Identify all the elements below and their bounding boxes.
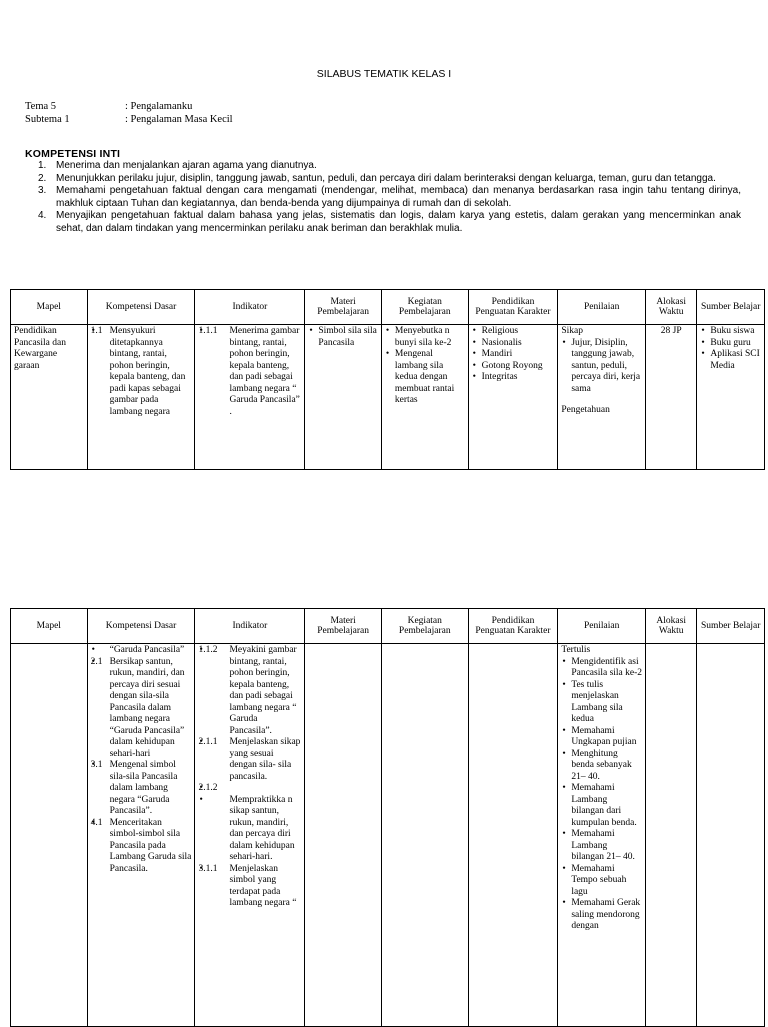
- sumber-item: • Buku siswa: [700, 326, 761, 338]
- penilaian-item: • Memahami Lambang bilangan 21– 40.: [561, 829, 642, 864]
- table-row: [11, 644, 765, 1027]
- penilaian-heading: Tertulis: [561, 645, 591, 655]
- subtema-label: Subtema 1: [25, 114, 70, 125]
- ki-item-number: 3.: [38, 185, 47, 196]
- col-kompetensi-dasar: Kompetensi Dasar: [87, 609, 195, 644]
- col-ppk: Pendidikan Penguatan Karakter: [468, 609, 558, 644]
- penilaian-item: • Jujur, Disiplin, tanggung jawab, santun, peduli, percaya diri, kerja sama: [561, 338, 642, 396]
- indikator-item: [198, 864, 301, 910]
- ki-item-text: Menunjukkan perilaku jujur, disiplin, tanggung jawab, santun, peduli, dan percaya diri dalam berinteraksi dengan keluarga, teman, guru dan tetangga.: [56, 172, 716, 184]
- cell-ppk: [468, 644, 558, 1027]
- col-alokasi: Alokasi Waktu: [646, 290, 697, 325]
- ki-item-text: Menyajikan pengetahuan faktual dalam bahasa yang jelas, sistematis dan logis, dalam karya yang estetis, dalam gerakan yang mencerminkan anak sehat, dan dalam tindakan yang mencerminkan perilaku anak beriman dan berakhlak mulia.: [56, 210, 741, 234]
- indikator-item: [198, 326, 301, 418]
- cell-kompetensi-dasar: [87, 325, 195, 470]
- tema-value: : Pengalamanku: [125, 101, 193, 112]
- syllabus-table-1: [10, 289, 765, 470]
- indikator-item: [198, 795, 301, 864]
- kd-text: Bersikap santun, rukun, mandiri, dan percaya diri sesuai dengan sila-sila Pancasila dalam lambang negara “Garuda Pancasila” dalam kehidupan sehari-hari: [109, 656, 185, 759]
- ki-item: [38, 160, 741, 173]
- kompetensi-inti-heading: KOMPETENSI INTI: [25, 148, 121, 160]
- penilaian-item: • Memahami Ungkapan pujian: [561, 726, 642, 749]
- penilaian-item: • Memahami Gerak saling mendorong dengan: [561, 898, 642, 933]
- kd-text: Mengenal simbol sila-sila Pancasila dalam lambang negara “Garuda Pancasila”.: [109, 760, 178, 816]
- materi-item: • Simbol sila sila Pancasila: [308, 326, 378, 349]
- penilaian-item: • Mengidentifik asi Pancasila sila ke-2: [561, 657, 642, 680]
- kd-text: Menceritakan simbol-simbol sila Pancasila pada Lambang Garuda sila Pancasila.: [109, 817, 192, 874]
- indikator-number: • 2.1.2: [198, 783, 218, 793]
- col-kegiatan: Kegiatan Pembelajaran: [381, 609, 468, 644]
- penilaian-item: • Tes tulis menjelaskan Lambang sila kedua: [561, 680, 642, 726]
- ki-item-number: 2.: [38, 172, 47, 184]
- col-kegiatan: Kegiatan Pembelajaran: [381, 290, 468, 325]
- table-header-row: [11, 290, 765, 325]
- cell-kegiatan: [381, 644, 468, 1027]
- indikator-text: Mempraktikka n sikap santun, rukun, mandiri, dan percaya diri dalam kehidupan sehari-hari.: [229, 794, 295, 862]
- kd-item: [91, 818, 192, 876]
- ppk-item: • Nasionalis: [472, 338, 555, 350]
- indikator-item: [198, 645, 301, 737]
- ki-item-number: 1.: [38, 160, 47, 171]
- cell-sumber: [697, 644, 765, 1027]
- col-kompetensi-dasar: Kompetensi Dasar: [87, 290, 195, 325]
- penilaian-subheading: Pengetahuan: [561, 405, 610, 415]
- penilaian-item: • Memahami Tempo sebuah lagu: [561, 864, 642, 899]
- penilaian-item: • Memahami Lambang bilangan dari kumpulan benda.: [561, 783, 642, 829]
- col-sumber: Sumber Belajar: [697, 609, 765, 644]
- subtema-row: [25, 114, 233, 125]
- kd-item: [91, 326, 192, 418]
- ki-item: [38, 210, 741, 235]
- indikator-text: Menjelaskan sikap yang sesuai dengan sila- sila pancasila.: [229, 737, 301, 782]
- cell-kompetensi-dasar: [87, 644, 195, 1027]
- kd-number: • 4.1: [90, 817, 103, 828]
- cell-materi: [305, 325, 382, 470]
- indikator-text: Meyakini gambar bintang, rantai, pohon beringin, kepala banteng, dan padi sebagai lambang negara “ Garuda Pancasila”.: [229, 645, 297, 736]
- tema-row: [25, 101, 192, 112]
- ppk-item: • Gotong Royong: [472, 361, 555, 373]
- kegiatan-item: • Menyebutka n bunyi sila ke-2: [385, 326, 465, 349]
- kd-item: [91, 645, 192, 657]
- subtema-value: : Pengalaman Masa Kecil: [125, 114, 233, 125]
- col-mapel: Mapel: [11, 290, 88, 325]
- document-title: SILABUS TEMATIK KELAS I: [316, 68, 452, 80]
- cell-alokasi: 28 JP: [646, 325, 697, 470]
- col-materi: Materi Pembelajaran: [305, 290, 382, 325]
- col-sumber: Sumber Belajar: [697, 290, 765, 325]
- sumber-item: • Buku guru: [700, 338, 761, 350]
- indikator-number: • 2.1.1: [198, 737, 218, 747]
- kd-item: [91, 657, 192, 761]
- cell-indikator: [195, 325, 305, 470]
- ki-item-text: Memahami pengetahuan faktual dengan cara mengamati (mendengar, melihat, membaca) dan menanya berdasarkan rasa ingin tahu tentang dirinya, makhluk ciptaan Tuhan dan kegiatannya, dan benda-benda yang dijumpainya di rumah dan di sekolah.: [56, 185, 741, 209]
- kd-number: • 3.1: [90, 760, 103, 770]
- col-mapel: Mapel: [11, 609, 88, 644]
- cell-penilaian: [558, 325, 646, 470]
- kd-text: Mensyukuri ditetapkannya bintang, rantai, pohon beringin, kepala banteng, dan padi kapas sebagai gambar pada lambang negara: [109, 326, 186, 417]
- indikator-text: Menjelaskan simbol yang terdapat pada lambang negara “: [229, 863, 297, 908]
- col-alokasi: Alokasi Waktu: [646, 609, 697, 644]
- cell-penilaian: [558, 644, 646, 1027]
- kd-item: [91, 760, 192, 818]
- cell-materi: [305, 644, 382, 1027]
- ki-item: [38, 185, 741, 210]
- col-ppk: Pendidikan Penguatan Karakter: [468, 290, 558, 325]
- indikator-number: • 1.1.2: [198, 645, 218, 655]
- table-header-row: [11, 609, 765, 644]
- cell-kegiatan: [381, 325, 468, 470]
- cell-alokasi: [646, 644, 697, 1027]
- ppk-item: • Religious: [472, 326, 555, 338]
- cell-indikator: [195, 644, 305, 1027]
- col-penilaian: Penilaian: [558, 290, 646, 325]
- col-indikator: Indikator: [195, 609, 305, 644]
- ki-item-number: 4.: [38, 210, 47, 221]
- sumber-item: • Aplikasi SCI Media: [700, 349, 761, 372]
- col-penilaian: Penilaian: [558, 609, 646, 644]
- penilaian-item: • Menghitung benda sebanyak 21– 40.: [561, 749, 642, 784]
- ki-item-text: Menerima dan menjalankan ajaran agama yang dianutnya.: [56, 160, 317, 171]
- indikator-number: • 1.1.1: [198, 326, 218, 336]
- col-materi: Materi Pembelajaran: [305, 609, 382, 644]
- penilaian-heading: Sikap: [561, 326, 583, 336]
- ppk-item: • Integritas: [472, 372, 555, 384]
- kd-number: • 2.1: [90, 656, 103, 667]
- kd-text: “Garuda Pancasila”: [109, 645, 185, 655]
- col-indikator: Indikator: [195, 290, 305, 325]
- cell-mapel: Pendidikan Pancasila dan Kewargane garaan: [11, 325, 88, 470]
- ki-item: [38, 173, 741, 186]
- indikator-text: Menerima gambar bintang, rantai, pohon beringin, kepala banteng, dan padi sebagai lambang negara “ Garuda Pancasila” .: [229, 326, 300, 417]
- indikator-number: • 3.1.1: [198, 863, 218, 874]
- ppk-item: • Mandiri: [472, 349, 555, 361]
- tema-label: Tema 5: [25, 101, 57, 112]
- kegiatan-item: • Mengenal lambang sila kedua dengan membuat rantai kertas: [385, 349, 465, 407]
- kompetensi-inti-list: [38, 160, 741, 235]
- cell-sumber: [697, 325, 765, 470]
- indikator-item: [198, 737, 301, 783]
- syllabus-table-2: [10, 608, 765, 1027]
- cell-mapel: [11, 644, 88, 1027]
- kd-number: • 1.1: [90, 326, 103, 336]
- cell-ppk: [468, 325, 558, 470]
- indikator-item: [198, 783, 301, 795]
- table-row: [11, 325, 765, 470]
